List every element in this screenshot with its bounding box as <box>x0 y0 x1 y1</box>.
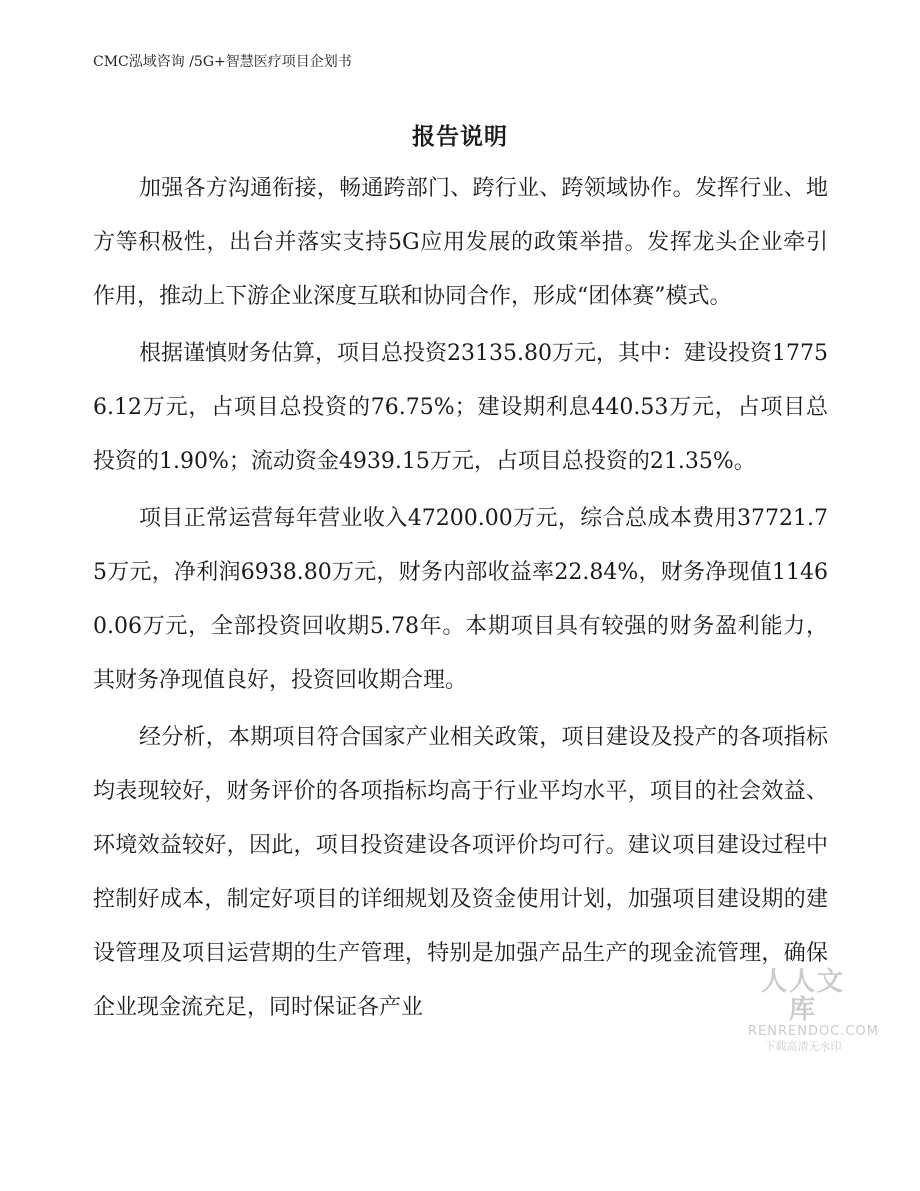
paragraph-analysis: 经分析，本期项目符合国家产业相关政策，项目建设及投产的各项指标均表现较好，财务评价的各项指标均高于行业平均水平，项目的社会效益、环境效益较好，因此，项目投资建设各项评价均可行。建议项目建设过程中控制好成本，制定好项目的详细规划及资金使用计划，加强项目建设期的建设管理及项目运营期的生产管理，特别是加强产品生产的现金流管理，确保企业现金流充足，同时保证各产业 <box>93 725 828 1020</box>
paragraph-revenue: 项目正常运营每年营业收入47200.00万元，综合总成本费用37721.75万元，净利润6938.80万元，财务内部收益率22.84%，财务净现值11460.06万元，全部投资回收期5.78年。本期项目具有较强的财务盈利能力，其财务净现值良好，投资回收期合理。 <box>93 506 828 693</box>
document-body <box>93 162 828 1035</box>
watermark-slogan: 下载高清无水印 <box>764 1040 842 1053</box>
page-title: 报告说明 <box>412 123 508 150</box>
watermark-logo: 人人文库 <box>760 967 845 1025</box>
paragraph-investment: 根据谨慎财务估算，项目总投资23135.80万元，其中：建设投资17756.12万元，占项目总投资的76.75%；建设期利息440.53万元，占项目总投资的1.90%；流动资金4939.15万元，占项目总投资的21.35%。 <box>93 341 828 474</box>
document-header: CMC泓域咨询 /5G+智慧医疗项目企划书 <box>93 54 352 70</box>
watermark-url: RENRENDOC.COM <box>748 1024 879 1039</box>
paragraph-collaboration: 加强各方沟通衔接，畅通跨部门、跨行业、跨领域协作。发挥行业、地方等积极性，出台并落实支持5G应用发展的政策举措。发挥龙头企业牵引作用，推动上下游企业深度互联和协同合作，形成“团体赛”模式。 <box>93 176 828 309</box>
